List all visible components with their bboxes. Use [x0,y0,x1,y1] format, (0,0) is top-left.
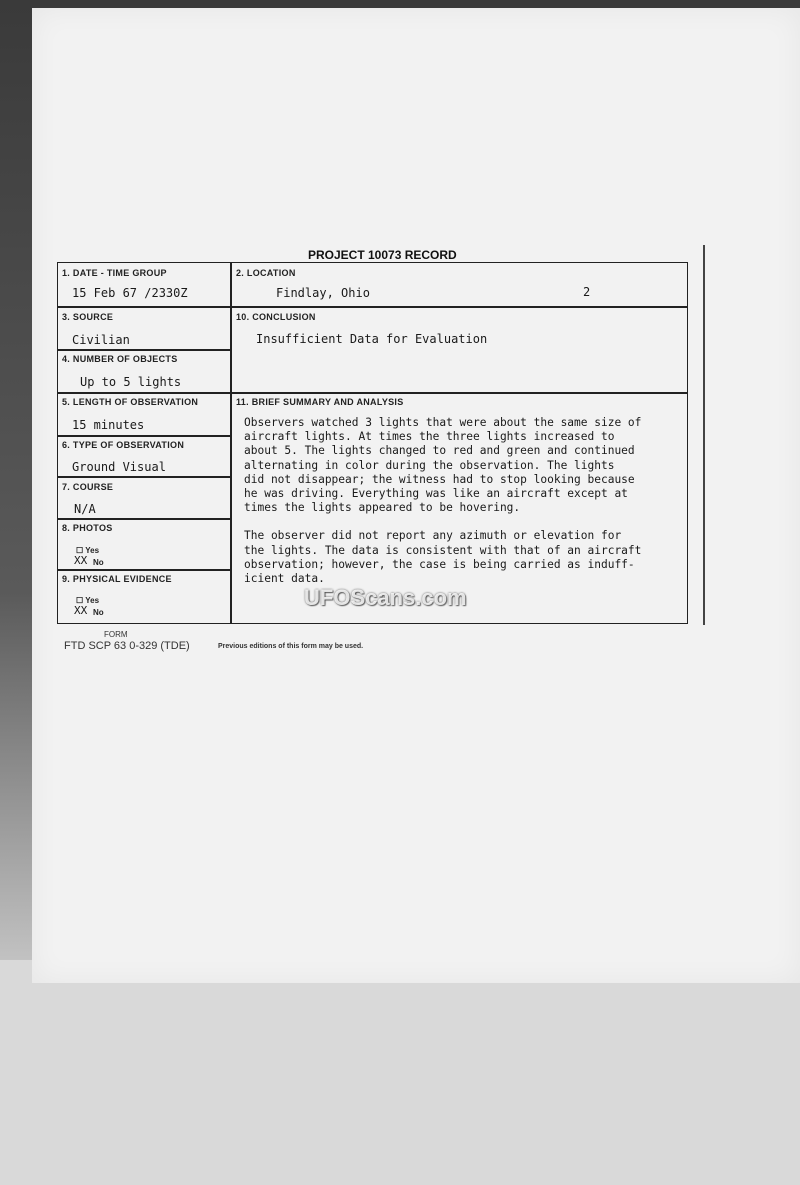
row-divider [57,476,230,478]
physical-mark: XX [74,604,88,617]
photos-no-label: No [93,558,104,567]
location-value: Findlay, Ohio [276,286,370,300]
footer-form-code: FTD SCP 63 0-329 (TDE) [64,640,190,652]
conclusion-label: 10. CONCLUSION [236,312,316,322]
course-label: 7. COURSE [62,482,114,492]
record-title: PROJECT 10073 RECORD [308,248,457,262]
num-objects-label: 4. NUMBER OF OBJECTS [62,354,178,364]
footer-form-label: FORM [104,630,128,639]
footer-note: Previous editions of this form may be used. [218,643,364,650]
page-edge-line [703,245,705,625]
summary-paragraph-2: The observer did not report any azimuth or elevation for the lights. The data is consistent with that of an aircraft observation; however, the case is being carried as induff- icient data. [244,529,642,586]
source-value: Civilian [72,333,130,347]
date-time-value: 15 Feb 67 /2330Z [72,286,188,300]
photos-label: 8. PHOTOS [62,523,113,533]
physical-no-label: No [93,608,104,617]
conclusion-value: Insufficient Data for Evaluation [256,332,488,346]
type-label: 6. TYPE OF OBSERVATION [62,440,185,450]
summary-paragraph-1: Observers watched 3 lights that were about the same size of aircraft lights. At times the three lights increased to about 5. The lights changed to red and green and continued alternating in color during the observation. The lights did not disappear; the witness had to stop looking because he was driving. Everything was like an aircraft except at times the lights appeared to be hovering. [244,416,642,515]
date-time-label: 1. DATE - TIME GROUP [62,268,167,278]
row-divider [57,306,688,308]
physical-yes-option: ☐ Yes [76,596,100,605]
row-divider [57,392,688,394]
type-value: Ground Visual [72,460,166,474]
row-divider [57,518,230,520]
watermark: UFOScans.com [304,585,467,610]
row-divider [57,569,230,571]
column-divider [230,262,232,624]
course-value: N/A [74,502,96,516]
photos-yes-option: ☐ Yes [76,546,100,555]
source-label: 3. SOURCE [62,312,114,322]
summary-text [244,416,684,586]
lower-sheet [0,960,800,1185]
row-divider [57,349,230,351]
num-objects-value: Up to 5 lights [80,375,182,389]
row-divider [57,435,230,437]
page-number: 2 [583,285,591,299]
location-label: 2. LOCATION [236,268,296,278]
photos-mark: XX [74,554,88,567]
physical-evidence-label: 9. PHYSICAL EVIDENCE [62,574,172,584]
summary-label: 11. BRIEF SUMMARY AND ANALYSIS [236,397,404,407]
length-label: 5. LENGTH OF OBSERVATION [62,397,199,407]
photos-yes-label: Yes [85,546,100,555]
length-value: 15 minutes [72,418,145,432]
physical-yes-label: Yes [85,596,100,605]
